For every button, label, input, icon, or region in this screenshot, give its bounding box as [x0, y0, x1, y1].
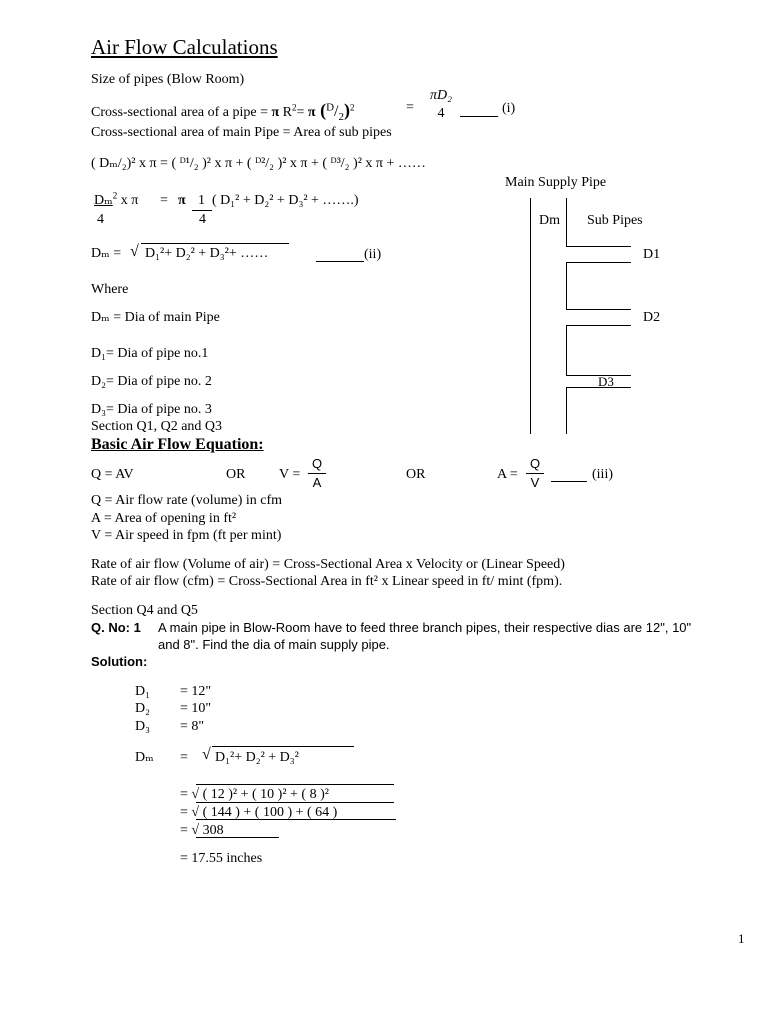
radical-bar [212, 746, 354, 747]
fraction-bar [526, 473, 544, 474]
rate-line-2: Rate of air flow (cfm) = Cross-Sectional Area in ft² x Linear speed in ft/ mint (fpm). [91, 574, 563, 589]
equation-tag: (iii) [592, 467, 613, 482]
one-numerator: 1 [198, 193, 205, 208]
page-title: Air Flow Calculations [91, 35, 278, 59]
radical-bar [196, 802, 394, 803]
branch-d1-label: D1 [643, 247, 661, 262]
square-root-icon: √ [130, 243, 139, 260]
fraction-numerator: Q [529, 456, 541, 471]
pi-symbol: π [307, 105, 316, 120]
two-denominator: 2 [338, 110, 344, 123]
pi-d-fraction [420, 88, 462, 122]
branch-d1-lower-wall [566, 262, 631, 263]
sub-pipes-label: Sub Pipes [587, 213, 643, 228]
fraction-numerator: Q [311, 456, 323, 471]
branch-d2-upper-wall [566, 309, 631, 310]
fraction-numerator: πD₂ [430, 88, 452, 103]
open-paren: ( [315, 100, 327, 120]
fraction-denominator: V [530, 475, 540, 490]
question-text-line-2: and 8". Find the dia of main supply pipe. [158, 637, 390, 652]
cross-area-line [91, 100, 355, 121]
main-sub-line: Cross-sectional area of main Pipe = Area of sub pipes [91, 125, 392, 140]
definition-dm: Dₘ = Dia of main Pipe [91, 310, 220, 325]
equals-sign: = [406, 100, 414, 115]
question-text-line-1: A main pipe in Blow-Room have to feed three branch pipes, their respective dias are 12", 10" [158, 620, 692, 635]
denominator-four: 4 [199, 212, 206, 227]
dm-step-name: Dₘ [135, 750, 154, 765]
section-q45: Section Q4 and Q5 [91, 603, 198, 618]
dm-squared-term [94, 190, 139, 209]
legend-q: Q = Air flow rate (volume) in cfm [91, 493, 283, 508]
given-d2-name: D₂ [135, 701, 150, 716]
main-pipe-right-wall-mid1 [566, 262, 567, 309]
question-label: Q. No: 1 [91, 620, 141, 635]
radical-underline [196, 837, 279, 838]
radical-bar [141, 243, 289, 244]
q-equals-av: Q = AV [91, 467, 134, 482]
rate-line-1: Rate of air flow (Volume of air) = Cross-Sectional Area x Velocity or (Linear Speed) [91, 557, 565, 572]
given-d3-name: D₃ [135, 719, 150, 734]
legend-a: A = Area of opening in ft² [91, 511, 237, 526]
branch-d3-label: D3 [598, 374, 614, 389]
answer-blank [551, 481, 587, 482]
times-pi: x π [120, 193, 139, 208]
where-label: Where [91, 282, 129, 297]
given-d2-value: = 10" [180, 701, 212, 716]
v-equals: V = [279, 467, 301, 482]
branch-d1-upper-wall [566, 246, 631, 247]
answer-blank [316, 261, 364, 262]
fraction-denominator: 4 [437, 106, 445, 121]
legend-v: V = Air speed in fpm (ft per mint) [91, 528, 282, 543]
r-symbol: R [279, 105, 293, 120]
close-paren: ) [344, 100, 350, 120]
definition-d2: D₂= Dia of pipe no. 2 [91, 374, 212, 389]
equals-sign: = [296, 105, 308, 120]
step-3: = √ 308 [180, 823, 224, 838]
branch-d2-label: D2 [643, 310, 661, 325]
a-equals: A = [497, 467, 518, 482]
d-numerator: D [326, 101, 335, 114]
fraction-denominator: A [312, 475, 322, 490]
step-2: = √ ( 144 ) + ( 100 ) + ( 64 ) [180, 805, 338, 820]
r-exponent: 2 [292, 102, 297, 113]
step-1: = √ ( 12 )² + ( 10 )² + ( 8 )² [180, 787, 329, 802]
page-number: 1 [738, 931, 745, 946]
main-pipe-left-wall [530, 198, 531, 434]
equation-tag: (ii) [364, 247, 382, 262]
step-formula: D₁²+ D₂² + D₃² [215, 750, 299, 765]
dm-lhs: Dₘ = [91, 246, 122, 261]
section-q123: Section Q1, Q2 and Q3 [91, 419, 223, 434]
or-label: OR [226, 467, 246, 482]
fraction-slash: / [334, 103, 339, 120]
answer-blank [460, 116, 498, 117]
given-d3-value: = 8" [180, 719, 205, 734]
given-d1-value: = 12" [180, 684, 212, 699]
definition-d3: D₃= Dia of pipe no. 3 [91, 402, 212, 417]
pi-symbol: π [178, 193, 186, 208]
equation-tag: (i) [502, 101, 516, 116]
size-heading: Size of pipes (Blow Room) [91, 72, 245, 87]
radical-bar [196, 784, 394, 785]
dm-exponent: 2 [112, 190, 118, 201]
main-pipe-right-wall-bottom [566, 387, 567, 434]
radicand: D₁²+ D₂² + D₃²+ …… [145, 246, 269, 261]
dm-numerator: Dₘ [94, 193, 113, 208]
basic-equation-heading: Basic Air Flow Equation: [91, 436, 264, 453]
branch-d2-lower-wall [566, 325, 631, 326]
q-over-a-fraction [306, 456, 328, 491]
given-d1-name: D₁ [135, 684, 150, 699]
dm-label: Dm [539, 213, 560, 228]
equals-sign: = [180, 750, 188, 765]
q-over-v-fraction [524, 456, 546, 491]
solution-label: Solution: [91, 654, 148, 669]
definition-d1: D₁= Dia of pipe no.1 [91, 346, 209, 361]
equals-sign: = [160, 193, 168, 208]
radical-underline [196, 819, 396, 820]
or-label: OR [406, 467, 426, 482]
main-pipe-right-wall-mid2 [566, 325, 567, 375]
cross-area-prefix: Cross-sectional area of a pipe = [91, 105, 272, 120]
one-quarter-fraction-bar [192, 210, 212, 211]
main-pipe-right-wall-top [566, 198, 567, 246]
paren-exponent: 2 [350, 102, 355, 113]
expansion-line: ( Dₘ/₂)² x π = ( ᴰ¹/₂ )² x π + ( ᴰ²/₂ )² x π + ( ᴰ³/₂ )² x π + …… [91, 156, 426, 171]
fraction-bar [308, 473, 326, 474]
step-result: = 17.55 inches [180, 851, 263, 866]
square-root-icon: √ [202, 746, 211, 763]
main-supply-label: Main Supply Pipe [505, 175, 607, 190]
denominator-four: 4 [97, 212, 104, 227]
sum-of-squares: ( D₁² + D₂² + D₃² + …….) [212, 193, 359, 208]
pi-symbol: π [271, 105, 280, 120]
